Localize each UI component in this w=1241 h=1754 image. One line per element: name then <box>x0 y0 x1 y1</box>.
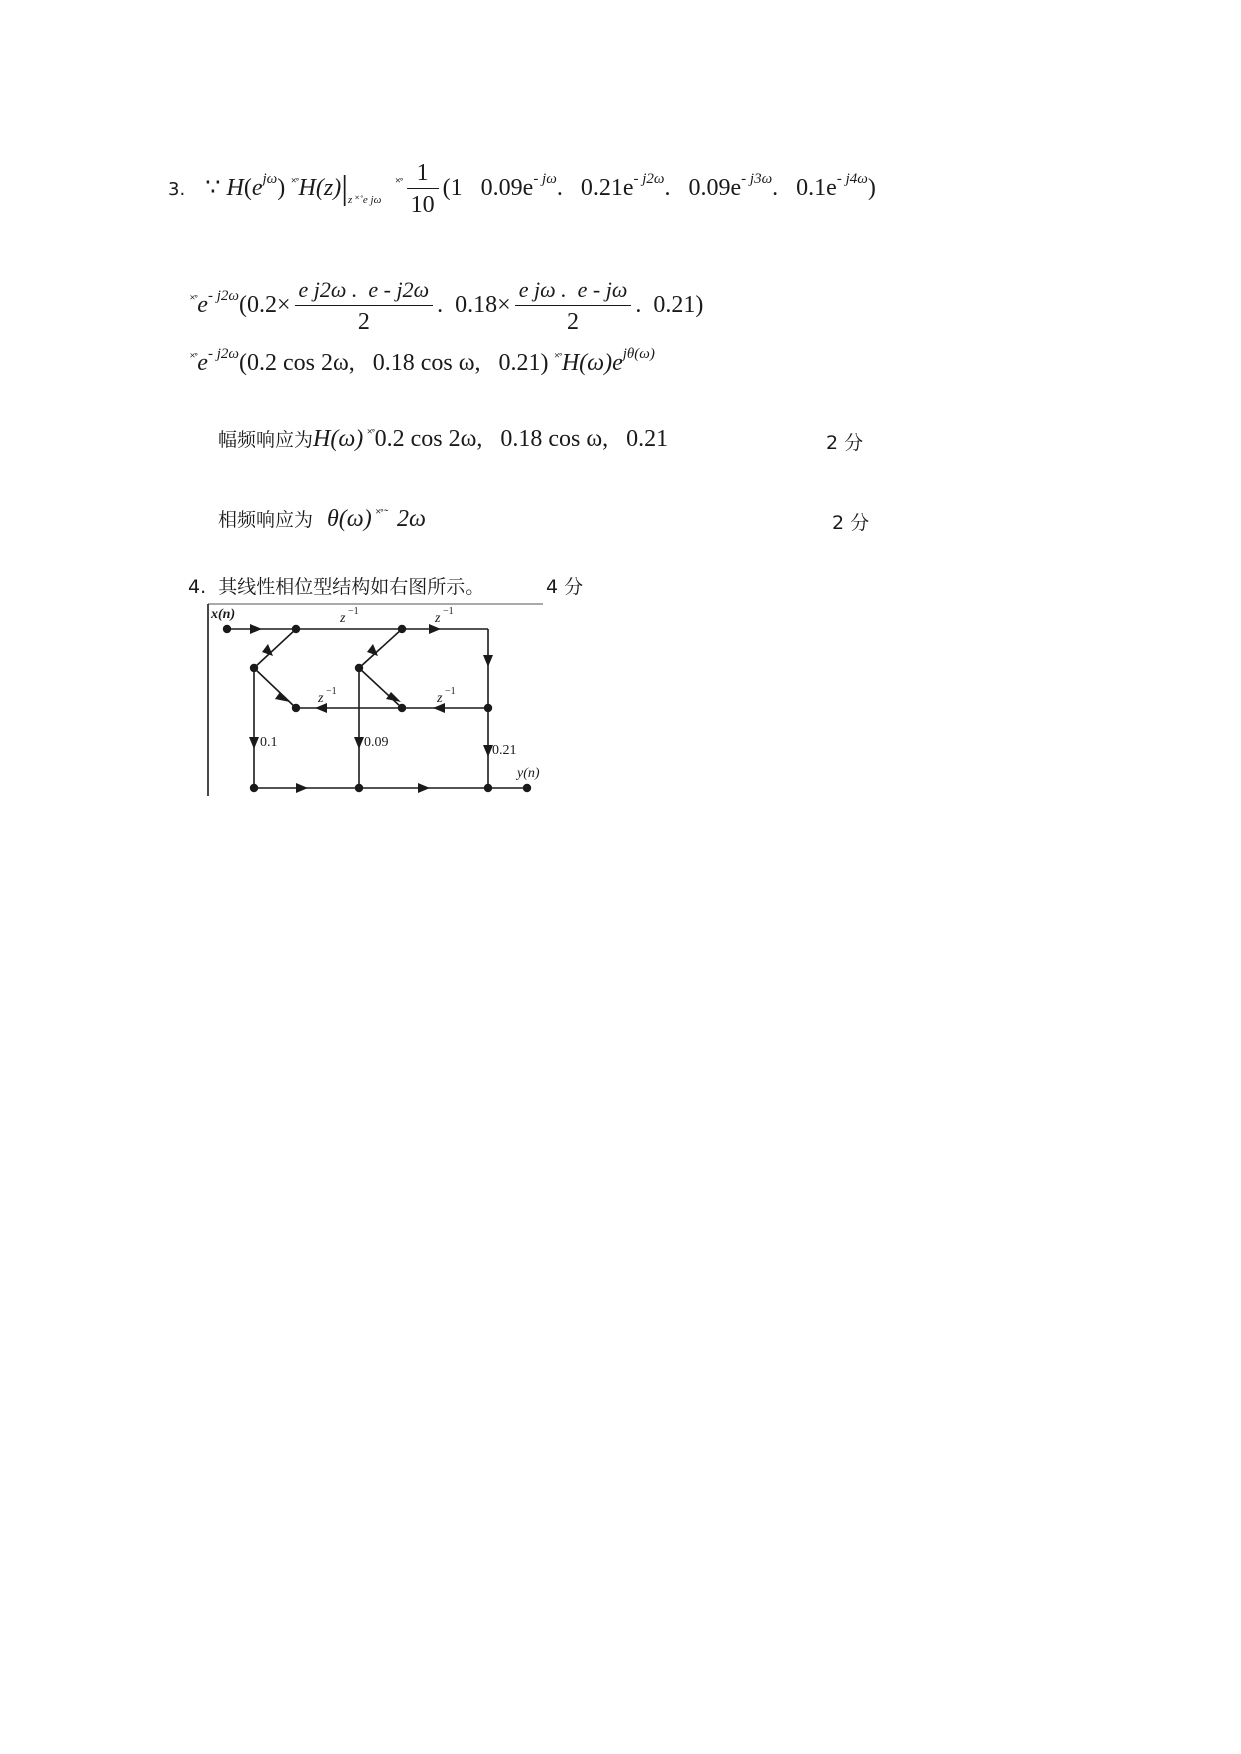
coef-0-09: 0.09 <box>364 735 389 750</box>
delay-sup-3: −1 <box>326 686 337 697</box>
equals-glyph: ˟˚̃ <box>375 506 384 521</box>
equals-glyph: ˟˚ <box>395 175 403 191</box>
term: . 0.21) <box>635 292 704 319</box>
problem-number-3: 3. <box>168 179 186 201</box>
amp-score: 2 分 <box>826 432 864 454</box>
exponent: - j3ω <box>741 171 773 188</box>
H-omega: H(ω)e <box>561 350 623 376</box>
equals-glyph: ˟˚ <box>190 350 198 365</box>
because-symbol: ∵ <box>205 175 221 202</box>
terms: . 0.21e <box>556 175 634 202</box>
delay-label-4: z <box>437 691 443 706</box>
paren: ( <box>243 175 252 202</box>
H-symbol: H <box>226 175 244 202</box>
exponent: jθ(ω) <box>622 346 655 362</box>
amp-expr: H(ω) <box>313 426 364 452</box>
term: (0.2× <box>238 292 291 319</box>
paren: ) <box>277 175 286 202</box>
delay-sup-1: −1 <box>348 606 359 617</box>
exponent: - j2ω <box>633 171 665 188</box>
terms: . 0.1e <box>772 175 837 202</box>
eval-subscript: z ˟˚e jω <box>348 194 382 207</box>
input-label: x(n) <box>211 607 236 622</box>
exponent: - j2ω <box>207 346 239 362</box>
exponent: - jω <box>533 171 557 188</box>
eval-bar: | <box>341 170 348 208</box>
problem-4-score: 4 分 <box>546 576 584 598</box>
e-symbol: e <box>251 175 263 202</box>
coef-0-21: 0.21 <box>492 743 517 758</box>
equals-glyph: ˟˚ <box>190 292 198 308</box>
equals-glyph: ˟˚ <box>291 175 299 191</box>
exponent: - j4ω <box>836 171 868 188</box>
equals-glyph: ˟˚ <box>554 350 562 365</box>
e-symbol: e <box>197 292 208 319</box>
frac-num: e j2ω . e - j2ω <box>295 275 434 306</box>
problem-4-text: 4. 其线性相位型结构如右图所示。 <box>188 576 485 598</box>
terms: (1 0.09e <box>442 175 534 202</box>
term: (0.2 cos 2ω, 0.18 cos ω, 0.21) <box>238 350 549 376</box>
delay-label-2: z <box>435 611 441 626</box>
frac-den: 2 <box>357 309 370 335</box>
frac-den: 10 <box>410 192 435 218</box>
exponent: - j2ω <box>207 288 239 305</box>
e-symbol: e <box>197 350 208 376</box>
frac-num: e jω . e - jω <box>515 275 632 306</box>
phase-label: 相频响应为 <box>218 509 314 531</box>
delay-label-3: z <box>318 691 324 706</box>
terms: . 0.09e <box>664 175 742 202</box>
output-label: y(n) <box>517 766 540 781</box>
frac-num: 1 <box>407 158 439 189</box>
paren: ) <box>867 175 876 202</box>
delay-sup-2: −1 <box>443 606 454 617</box>
coef-0-1: 0.1 <box>260 735 278 750</box>
equals-glyph: ˟˚ <box>367 426 375 441</box>
phase-score: 2 分 <box>832 512 870 534</box>
term: . 0.18× <box>437 292 511 319</box>
exponent: jω <box>262 171 278 188</box>
amp-label: 幅频响应为 <box>218 429 314 451</box>
phase-rhs: 2ω <box>397 506 426 532</box>
delay-label-1: z <box>340 611 346 626</box>
delay-sup-4: −1 <box>445 686 456 697</box>
frac-den: 2 <box>567 309 580 335</box>
phase-expr: θ(ω) <box>327 506 372 532</box>
amp-rhs: 0.2 cos 2ω, 0.18 cos ω, 0.21 <box>374 426 669 452</box>
H-z: H(z) <box>298 175 342 202</box>
